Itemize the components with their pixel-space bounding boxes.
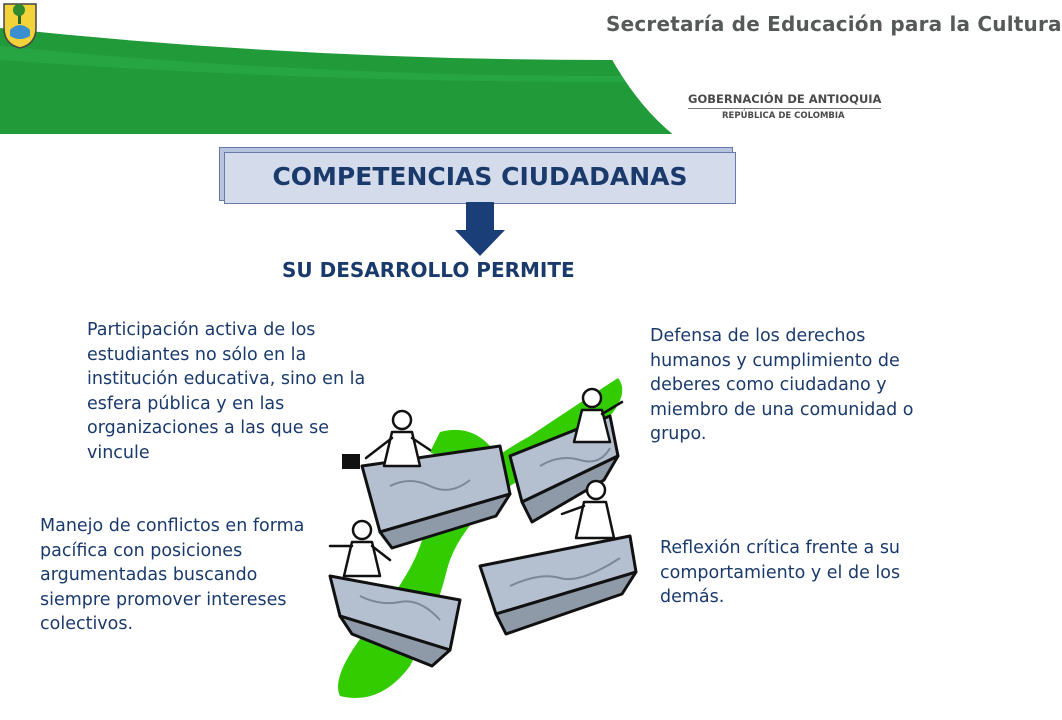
subtitle: SU DESARROLLO PERMITE	[282, 258, 575, 282]
title-box	[224, 152, 736, 204]
item-conflicts: Manejo de conflictos en forma pacífica con posiciones argumentadas buscando siempre promover intereses colectivos.	[40, 516, 305, 634]
page-title: COMPETENCIAS CIUDADANAS	[272, 162, 688, 191]
item-reflection: Reflexión crítica frente a su comportamiento y el de los demás.	[660, 538, 901, 607]
item-participation: Participación activa de los estudiantes no sólo en la institución educativa, sino en la esfera pública y en las organizaciones a las que se vincule	[87, 320, 366, 463]
government-name: GOBERNACIÓN DE ANTIOQUIA	[688, 92, 881, 109]
people-on-ramps-illustration	[300, 376, 650, 706]
briefcase-icon	[342, 454, 360, 469]
header-banner	[0, 0, 1062, 140]
org-title: Secretaría de Educación para la Cultura	[606, 12, 1062, 36]
republic-name: REPÚBLICA DE COLOMBIA	[722, 111, 845, 121]
item-rights: Defensa de los derechos humanos y cumplimiento de deberes como ciudadano y miembro de una comunidad o grupo.	[650, 326, 914, 444]
down-arrow-icon	[455, 202, 505, 256]
antioquia-crest-icon	[0, 0, 40, 50]
